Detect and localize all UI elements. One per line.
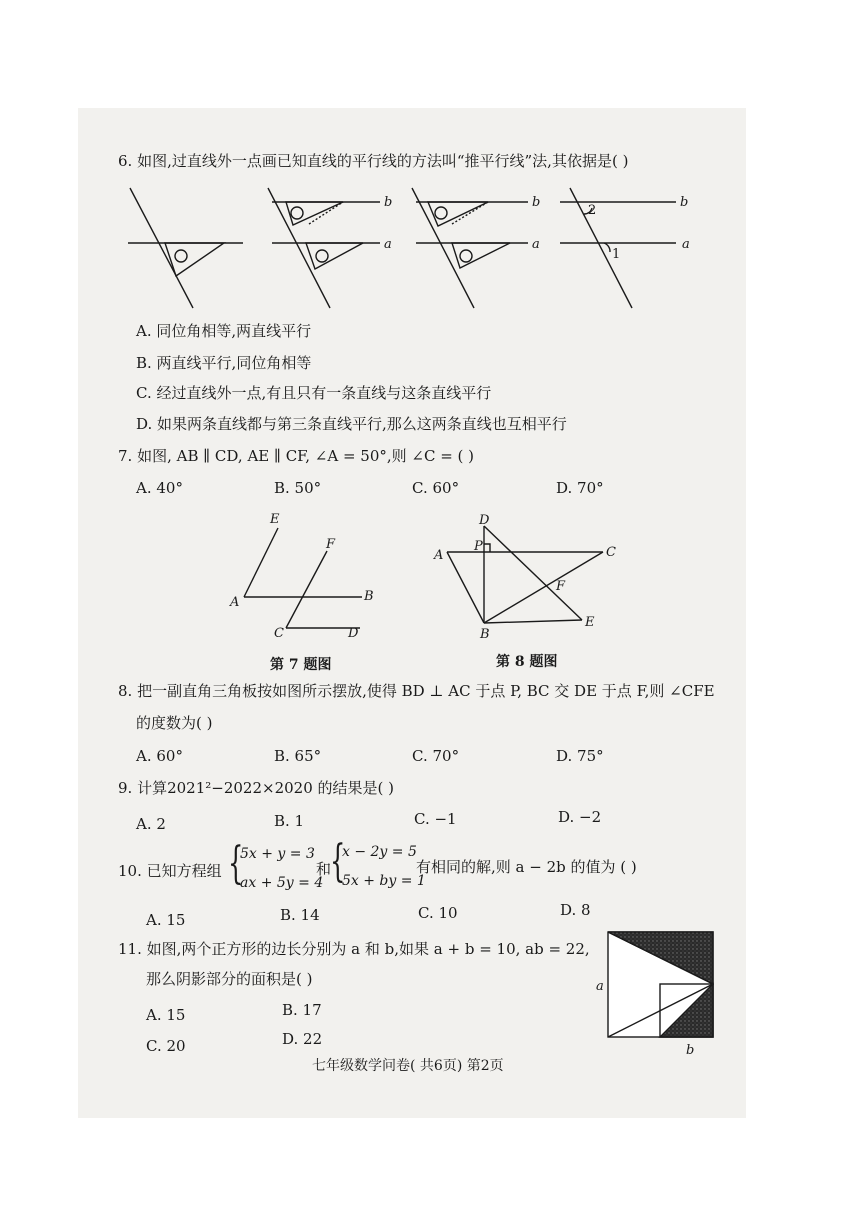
q11-option-b: B. 17 — [282, 1001, 322, 1019]
q10-brace-2: { — [330, 836, 346, 887]
svg-text:E: E — [270, 512, 280, 527]
svg-text:D: D — [479, 513, 490, 528]
q8-figure-caption: 第 8 题图 — [496, 654, 558, 670]
q10-option-d: D. 8 — [560, 901, 591, 919]
q8-stem-line2: 的度数为( ) — [136, 714, 213, 732]
svg-text:P: P — [474, 539, 483, 554]
svg-text:E: E — [585, 615, 595, 630]
q7-figure-caption: 第 7 题图 — [270, 657, 332, 673]
q6-option-a: A. 同位角相等,两直线平行 — [136, 322, 312, 340]
q7-stem: 7. 如图, AB ∥ CD, AE ∥ CF, ∠A = 50°,则 ∠C = ( ) — [118, 447, 475, 465]
q7-option-b: B. 50° — [274, 479, 322, 497]
svg-text:a: a — [682, 237, 690, 252]
q10-sys1-line2: ax + 5y = 4 — [240, 875, 324, 891]
q10-option-c: C. 10 — [418, 904, 458, 922]
svg-text:a: a — [532, 237, 540, 252]
q6-option-b: B. 两直线平行,同位角相等 — [136, 354, 312, 372]
svg-text:D: D — [348, 626, 359, 641]
q10-option-a: A. 15 — [146, 911, 186, 929]
q10-stem-suffix: 有相同的解,则 a − 2b 的值为 ( ) — [416, 858, 637, 876]
q10-sys2-line1: x − 2y = 5 — [342, 844, 417, 860]
q10-sys2-line2: 5x + by = 1 — [342, 873, 426, 889]
svg-text:b: b — [532, 195, 541, 210]
q10-option-b: B. 14 — [280, 906, 320, 924]
q7-option-c: C. 60° — [412, 479, 460, 497]
q11-option-a: A. 15 — [146, 1006, 186, 1024]
svg-text:C: C — [606, 545, 616, 560]
q7-option-d: D. 70° — [556, 479, 604, 497]
svg-text:B: B — [364, 589, 374, 604]
q6-stem: 6. 如图,过直线外一点画已知直线的平行线的方法叫“推平行线”法,其依据是( ) — [118, 152, 629, 170]
svg-text:F: F — [326, 537, 336, 552]
q11-option-d: D. 22 — [282, 1030, 323, 1048]
q8-option-b: B. 65° — [274, 747, 322, 765]
svg-text:2: 2 — [588, 203, 597, 218]
q11-stem-line2: 那么阴影部分的面积是( ) — [146, 970, 313, 988]
q7-option-a: A. 40° — [136, 479, 183, 497]
q6-option-c: C. 经过直线外一点,有且只有一条直线与这条直线平行 — [136, 384, 492, 402]
q10-sys1-line1: 5x + y = 3 — [240, 846, 315, 862]
svg-text:b: b — [384, 195, 393, 210]
q10-brace-1: { — [228, 838, 244, 889]
svg-text:a: a — [384, 237, 392, 252]
q9-option-b: B. 1 — [274, 812, 305, 830]
q9-option-d: D. −2 — [558, 808, 602, 826]
q9-stem: 9. 计算2021²−2022×2020 的结果是( ) — [118, 779, 394, 797]
q8-stem-line1: 8. 把一副直角三角板按如图所示摆放,使得 BD ⊥ AC 于点 P, BC 交 DE 于点 F,则 ∠CFE — [118, 682, 715, 700]
svg-text:b: b — [686, 1043, 695, 1058]
q11-option-c: C. 20 — [146, 1037, 186, 1055]
q8-option-c: C. 70° — [412, 747, 460, 765]
svg-text:A: A — [434, 548, 444, 563]
q11-stem-line1: 11. 如图,两个正方形的边长分别为 a 和 b,如果 a + b = 10, ab = 22, — [118, 940, 590, 958]
svg-text:A: A — [230, 595, 240, 610]
q8-option-d: D. 75° — [556, 747, 604, 765]
svg-text:C: C — [274, 626, 284, 641]
q9-option-c: C. −1 — [414, 810, 457, 828]
svg-text:1: 1 — [612, 247, 621, 262]
svg-text:b: b — [680, 195, 689, 210]
q6-option-d: D. 如果两条直线都与第三条直线平行,那么这两条直线也互相平行 — [136, 415, 567, 433]
svg-text:B: B — [480, 627, 490, 642]
page-footer: 七年级数学问卷( 共6页) 第2页 — [312, 1058, 504, 1074]
q10-stem-prefix: 10. 已知方程组 — [118, 862, 222, 880]
q9-option-a: A. 2 — [136, 815, 166, 833]
q10-connector: 和 — [316, 860, 332, 878]
svg-text:a: a — [596, 979, 604, 994]
svg-text:F: F — [556, 579, 566, 594]
q8-option-a: A. 60° — [136, 747, 183, 765]
